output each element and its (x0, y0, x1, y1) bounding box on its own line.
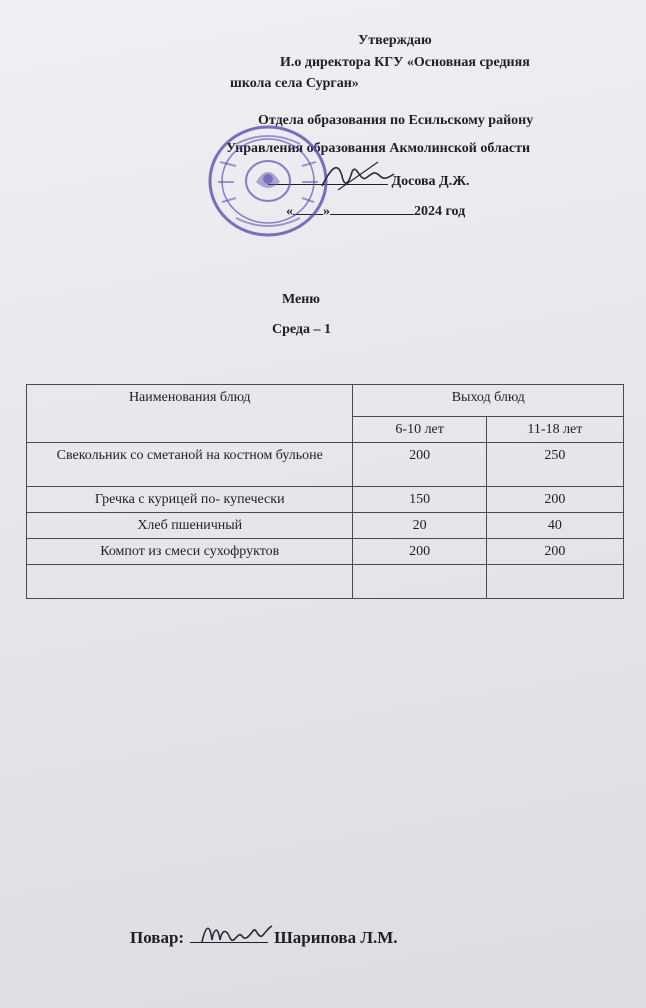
portion-11-18: 250 (486, 443, 623, 487)
table-row (27, 443, 624, 487)
dish-name: Хлеб пшеничный (27, 513, 353, 539)
official-stamp-icon (206, 122, 330, 240)
portion-11-18: 40 (486, 513, 623, 539)
table-row (27, 513, 624, 539)
cook-label: Повар: (130, 928, 185, 947)
table-row (27, 487, 624, 513)
director-line-2: школа села Сурган» (230, 76, 359, 91)
approval-title: Утверждаю (358, 33, 432, 48)
signer-name: Досова Д.Ж. (391, 174, 470, 189)
empty-cell (486, 565, 623, 599)
table-row (27, 539, 624, 565)
dish-name: Компот из смеси сухофруктов (27, 539, 353, 565)
dish-name: Свекольник со сметаной на костном бульоне (27, 443, 353, 487)
menu-day: Среда – 1 (272, 322, 332, 337)
director-signature-icon (318, 156, 398, 196)
header-dish-name: Наименования блюд (27, 385, 353, 443)
header-output: Выход блюд (353, 385, 624, 417)
date-year: 2024 год (414, 204, 466, 219)
cook-signature-icon (196, 916, 276, 952)
month-blank (330, 200, 414, 215)
portion-6-10: 20 (353, 513, 486, 539)
empty-cell (27, 565, 353, 599)
header-age-group-2: 11-18 лет (486, 417, 623, 443)
table-row-empty (27, 565, 624, 599)
portion-11-18: 200 (486, 487, 623, 513)
date-open-quote: « (286, 204, 293, 219)
header-age-group-1: 6-10 лет (353, 417, 486, 443)
portion-6-10: 200 (353, 443, 486, 487)
management-line: Управления образования Акмолинской области (226, 141, 531, 156)
dish-name: Гречка с курицей по- купечески (27, 487, 353, 513)
menu-table (26, 384, 624, 599)
portion-6-10: 200 (353, 539, 486, 565)
director-line-1: И.о директора КГУ «Основная средняя (280, 55, 530, 70)
menu-title: Меню (282, 292, 321, 307)
department-line: Отдела образования по Есильскому району (258, 113, 534, 128)
empty-cell (353, 565, 486, 599)
cook-name: Шарипова Л.М. (274, 928, 398, 947)
date-mid-quote: » (323, 204, 330, 219)
portion-11-18: 200 (486, 539, 623, 565)
portion-6-10: 150 (353, 487, 486, 513)
